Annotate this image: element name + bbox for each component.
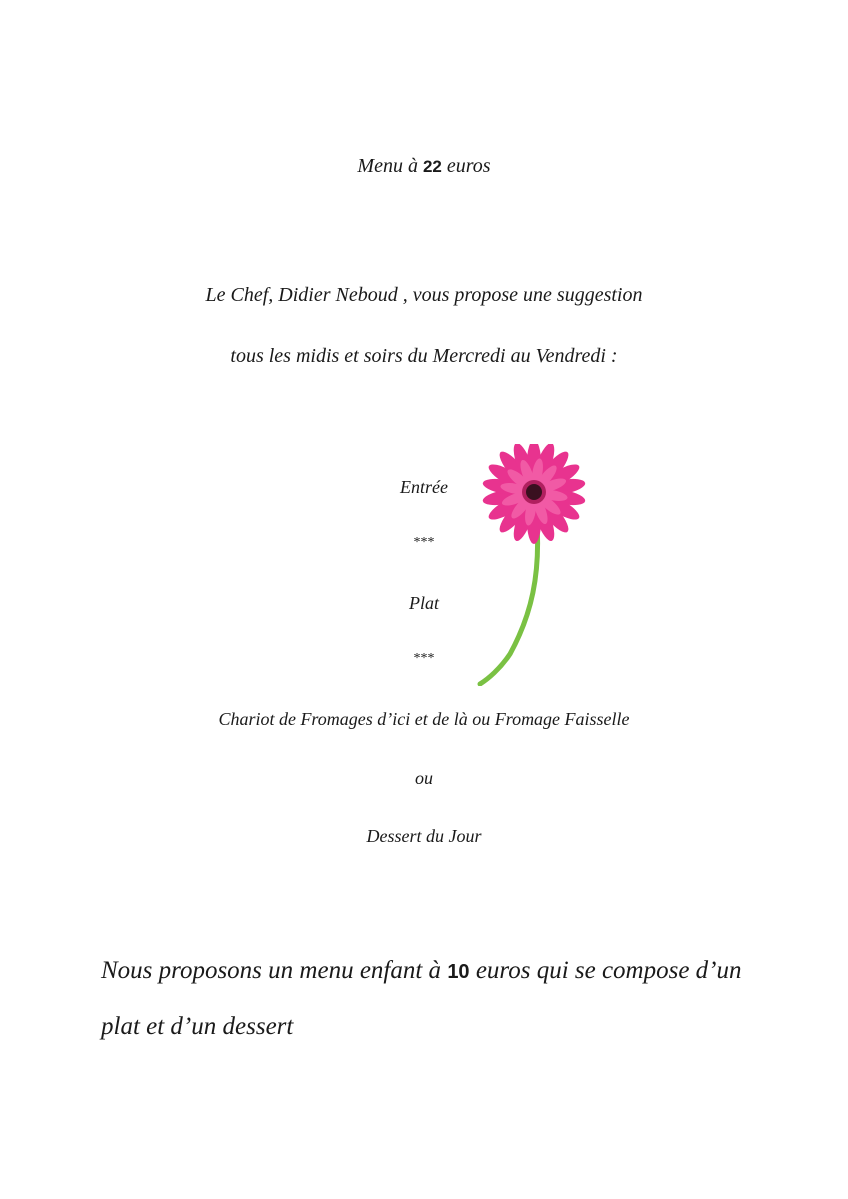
flower-stem (480, 524, 538, 684)
menu-title-suffix: euros (441, 155, 491, 177)
menu-price: 22 (422, 157, 442, 176)
gerbera-flower-image (470, 444, 595, 686)
intro-line-1: Le Chef, Didier Neboud , vous propose une suggestion (205, 284, 643, 306)
course-separator-2: *** (413, 651, 435, 666)
kids-menu-price: 10 (447, 961, 470, 983)
kids-menu-suffix: euros qui se compose d’un (469, 957, 742, 984)
kids-menu-line-2: plat et d’un dessert (101, 1013, 294, 1040)
menu-title-prefix: Menu à (357, 155, 423, 177)
menu-title (0, 156, 848, 176)
intro-line-2: tous les midis et soirs du Mercredi au Vendredi : (230, 345, 618, 367)
course-entree: Entrée (400, 477, 448, 497)
kids-menu-prefix: Nous proposons un menu enfant à (101, 957, 448, 984)
course-separator-1: *** (413, 535, 435, 550)
course-or: ou (415, 768, 433, 788)
course-cheese: Chariot de Fromages d’ici et de là ou Fromage Faisselle (218, 709, 630, 729)
kids-menu-line-1 (101, 958, 742, 983)
course-plat: Plat (409, 593, 439, 613)
course-dessert: Dessert du Jour (366, 826, 482, 846)
flower-center (526, 484, 542, 500)
flower-petals (482, 444, 587, 544)
